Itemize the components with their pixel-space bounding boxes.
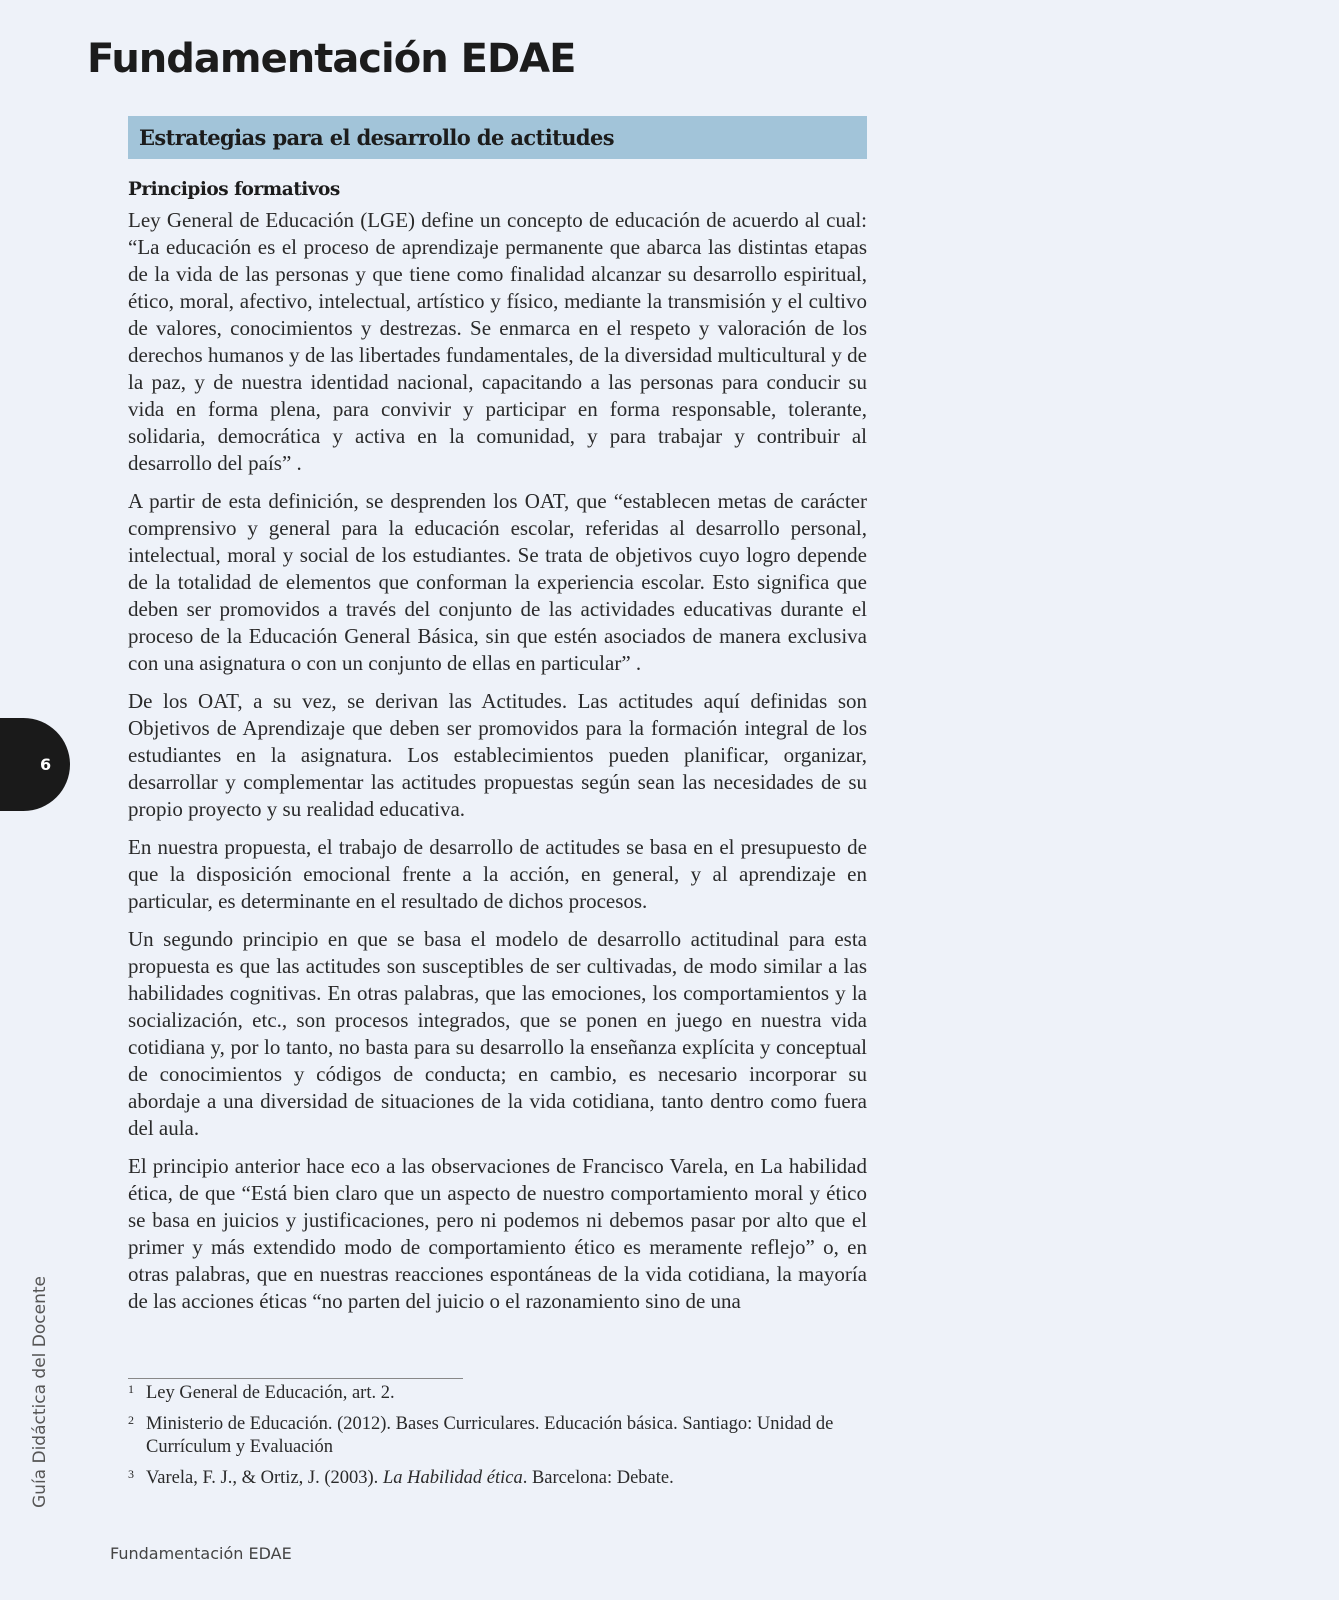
side-guide-label: Guía Didáctica del Docente bbox=[30, 1276, 50, 1508]
page-title: Fundamentación EDAE bbox=[87, 36, 576, 82]
page-number-tab bbox=[0, 718, 70, 811]
paragraph-4: En nuestra propuesta, el trabajo de desarrollo de actitudes se basa en el presupuesto de que la disposición emocional frente a la acción, en general, y al aprendizaje en particular, es determinante en el resultado de dichos procesos. bbox=[128, 835, 867, 913]
footnote-text-after: . Barcelona: Debate. bbox=[522, 1468, 674, 1488]
section-title: Estrategias para el desarrollo de actitudes bbox=[139, 125, 614, 150]
footnote-book-title: La Habilidad ética bbox=[382, 1468, 523, 1488]
footnote-1 bbox=[128, 1382, 908, 1405]
footnote-number: 2 bbox=[128, 1413, 134, 1427]
paragraph-5: Un segundo principio en que se basa el modelo de desarrollo actitudinal para esta propuesta es que las actitudes son susceptibles de ser cultivadas, de modo similar a las habilidades cognitivas. En otras palabras, que las emociones, los comportamientos y la socialización, etc., son procesos integrados, que se ponen en juego en nuestra vida cotidiana y, por lo tanto, no basta para su desarrollo la enseñanza explícita y conceptual de conocimientos y códigos de conducta; en cambio, es necesario incorporar su abordaje a una diversidad de situaciones de la vida cotidiana, tanto dentro como fuera del aula. bbox=[128, 927, 867, 1140]
footnote-text: Ministerio de Educación. (2012). Bases Curriculares. Educación básica. Santiago: Unidad de Currículum y Evaluación bbox=[146, 1414, 834, 1457]
page-number: 6 bbox=[40, 755, 52, 774]
section-heading-band bbox=[128, 116, 867, 159]
footnote-text: Ley General de Educación, art. 2. bbox=[146, 1383, 395, 1403]
paragraph-6: El principio anterior hace eco a las observaciones de Francisco Varela, en La habilidad ética, de que “Está bien claro que un aspecto de nuestro comportamiento moral y ético se basa en juicios y justificaciones, pero ni podemos ni debemos pasar por alto que el primer y más extendido modo de comportamiento ético es meramente reflejo” o, en otras palabras, que en nuestras reacciones espontáneas de la vida cotidiana, la mayoría de las acciones éticas “no parten del juicio o el razonamiento sino de una bbox=[128, 1154, 867, 1313]
paragraph-3: De los OAT, a su vez, se derivan las Actitudes. Las actitudes aquí definidas son Objetivos de Aprendizaje que deben ser promovidos para la formación integral de los estudiantes en la asignatura. Los establecimientos pueden planificar, organizar, desarrollar y complementar las actitudes propuestas según sean las necesidades de su propio proyecto y su realidad educativa. bbox=[128, 689, 867, 821]
footnotes bbox=[128, 1382, 908, 1498]
subheading: Principios formativos bbox=[128, 179, 340, 200]
footnote-number: 1 bbox=[128, 1382, 134, 1396]
footnote-divider bbox=[128, 1378, 463, 1379]
footnote-text-before: Varela, F. J., & Ortiz, J. (2003). bbox=[146, 1468, 383, 1488]
footnote-2 bbox=[128, 1413, 908, 1459]
main-content bbox=[128, 176, 867, 1326]
footnote-3 bbox=[128, 1467, 908, 1490]
paragraph-2: A partir de esta definición, se desprenden los OAT, que “establecen metas de carácter comprensivo y general para la educación escolar, referidas al desarrollo personal, intelectual, moral y social de los estudiantes. Se trata de objetivos cuyo logro depende de la totalidad de elementos que conforman la experiencia escolar. Esto significa que deben ser promovidos a través del conjunto de las actividades educativas durante el proceso de la Educación General Básica, sin que estén asociados de manera exclusiva con una asignatura o con un conjunto de ellas en particular” . bbox=[128, 489, 867, 675]
footnote-number: 3 bbox=[128, 1467, 134, 1481]
footer-label: Fundamentación EDAE bbox=[110, 1544, 292, 1563]
paragraph-1: Ley General de Educación (LGE) define un concepto de educación de acuerdo al cual: “La educación es el proceso de aprendizaje permanente que abarca las distintas etapas de la vida de las personas y que tiene como finalidad alcanzar su desarrollo espiritual, ético, moral, afectivo, intelectual, artístico y físico, mediante la transmisión y el cultivo de valores, conocimientos y destrezas. Se enmarca en el respeto y valoración de los derechos humanos y de las libertades fundamentales, de la diversidad multicultural y de la paz, y de nuestra identidad nacional, capacitando a las personas para conducir su vida en forma plena, para convivir y participar en forma responsable, tolerante, solidaria, democrática y activa en la comunidad, y para trabajar y contribuir al desarrollo del país” . bbox=[128, 208, 867, 475]
